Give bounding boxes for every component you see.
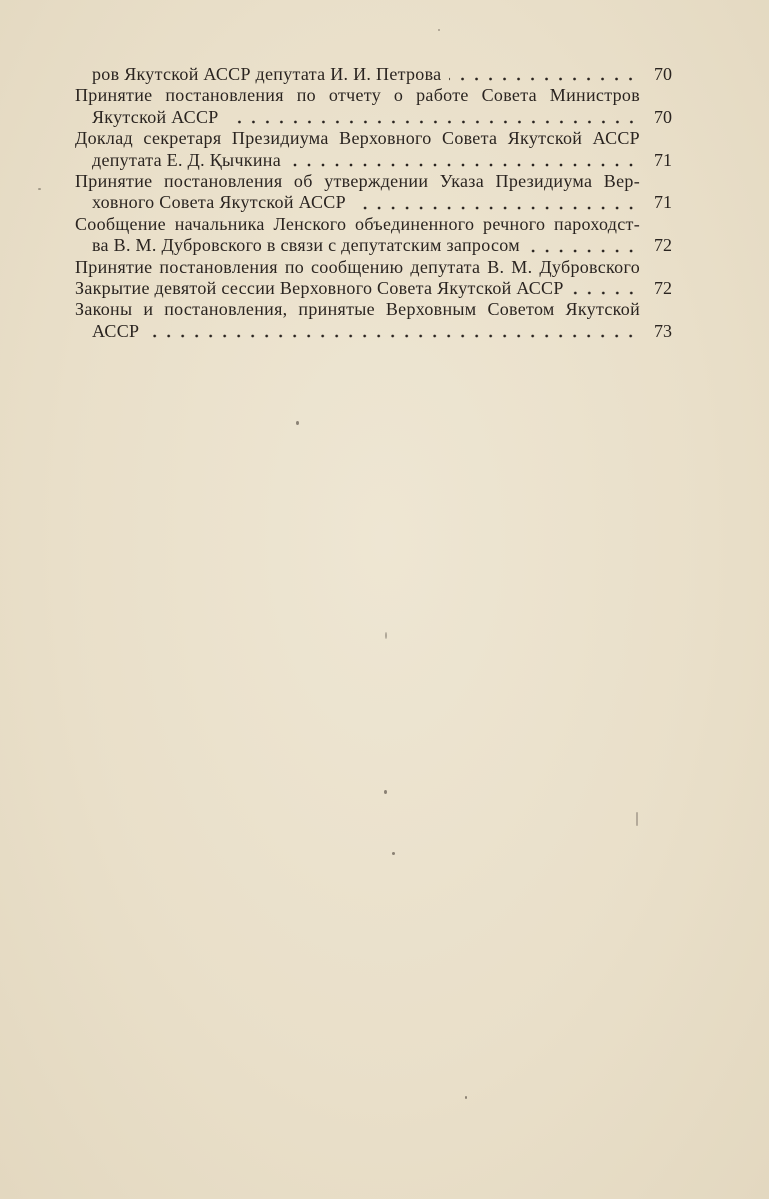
toc-entry-line xyxy=(75,299,672,320)
toc-entry-text: Принятие постановления об утверждении Указа Президиума Вер- xyxy=(75,170,640,191)
paper-speck xyxy=(438,29,440,31)
leader-dots xyxy=(449,64,640,85)
leader-dots xyxy=(572,278,640,299)
toc-entry-line xyxy=(75,235,672,256)
toc-entry-text: Якутской АССР xyxy=(92,106,219,127)
toc-page-number: 70 xyxy=(654,106,672,127)
toc-entry-text: ров Якутской АССР депутата И. И. Петрова xyxy=(92,64,442,84)
toc-page-number: 73 xyxy=(654,320,672,341)
toc-entry-line xyxy=(75,214,672,235)
toc-entry-line xyxy=(75,278,672,299)
paper-speck xyxy=(384,790,387,794)
toc-entry-line xyxy=(75,64,672,85)
toc-entry-text: ховного Совета Якутской АССР xyxy=(92,192,346,213)
leader-dots xyxy=(289,150,640,171)
leader-dots xyxy=(528,235,640,256)
toc-entry-text: Принятие постановления по отчету о работе Совета Министров xyxy=(75,85,640,106)
toc-entry-text: Закрытие девятой сессии Верховного Совета Якутской АССР xyxy=(75,277,564,298)
toc-entry-text: депутата Е. Д. Қычкина xyxy=(92,149,281,170)
toc-page-number: 71 xyxy=(654,149,672,170)
paper-speck xyxy=(392,852,395,855)
toc-entry-text: ва В. М. Дубровского в связи с депутатским запросом xyxy=(92,235,520,256)
toc-entry-text: АССР xyxy=(92,320,140,341)
toc-entry-line xyxy=(75,192,672,213)
paper-speck xyxy=(296,421,299,425)
toc-entry-text: Принятие постановления по сообщению депутата В. М. Дубровского xyxy=(75,256,640,277)
toc-entry-line xyxy=(75,85,672,106)
toc-entry-line xyxy=(75,171,672,192)
toc-entry-line xyxy=(75,257,672,278)
toc-entry-text: Сообщение начальника Ленского объединенного речного пароходст- xyxy=(75,213,640,234)
leader-dots xyxy=(227,107,640,128)
paper-speck xyxy=(385,632,387,639)
toc-page-number: 72 xyxy=(654,277,672,298)
table-of-contents xyxy=(75,64,672,342)
leader-dots xyxy=(354,192,640,213)
toc-entry-line xyxy=(75,150,672,171)
toc-entry-line xyxy=(75,321,672,342)
toc-entry-text: Законы и постановления, принятые Верховным Советом Якутской xyxy=(75,299,640,320)
paper-speck xyxy=(38,188,41,190)
toc-page-number: 72 xyxy=(654,235,672,256)
toc-entry-line xyxy=(75,107,672,128)
toc-page-number: 71 xyxy=(654,192,672,213)
leader-dots xyxy=(147,321,640,342)
toc-entry-text: Доклад секретаря Президиума Верховного Совета Якутской АССР xyxy=(75,128,640,149)
toc-entry-line xyxy=(75,128,672,149)
paper-speck xyxy=(465,1096,467,1099)
paper-speck xyxy=(636,812,638,826)
toc-page-number: 70 xyxy=(654,64,672,84)
